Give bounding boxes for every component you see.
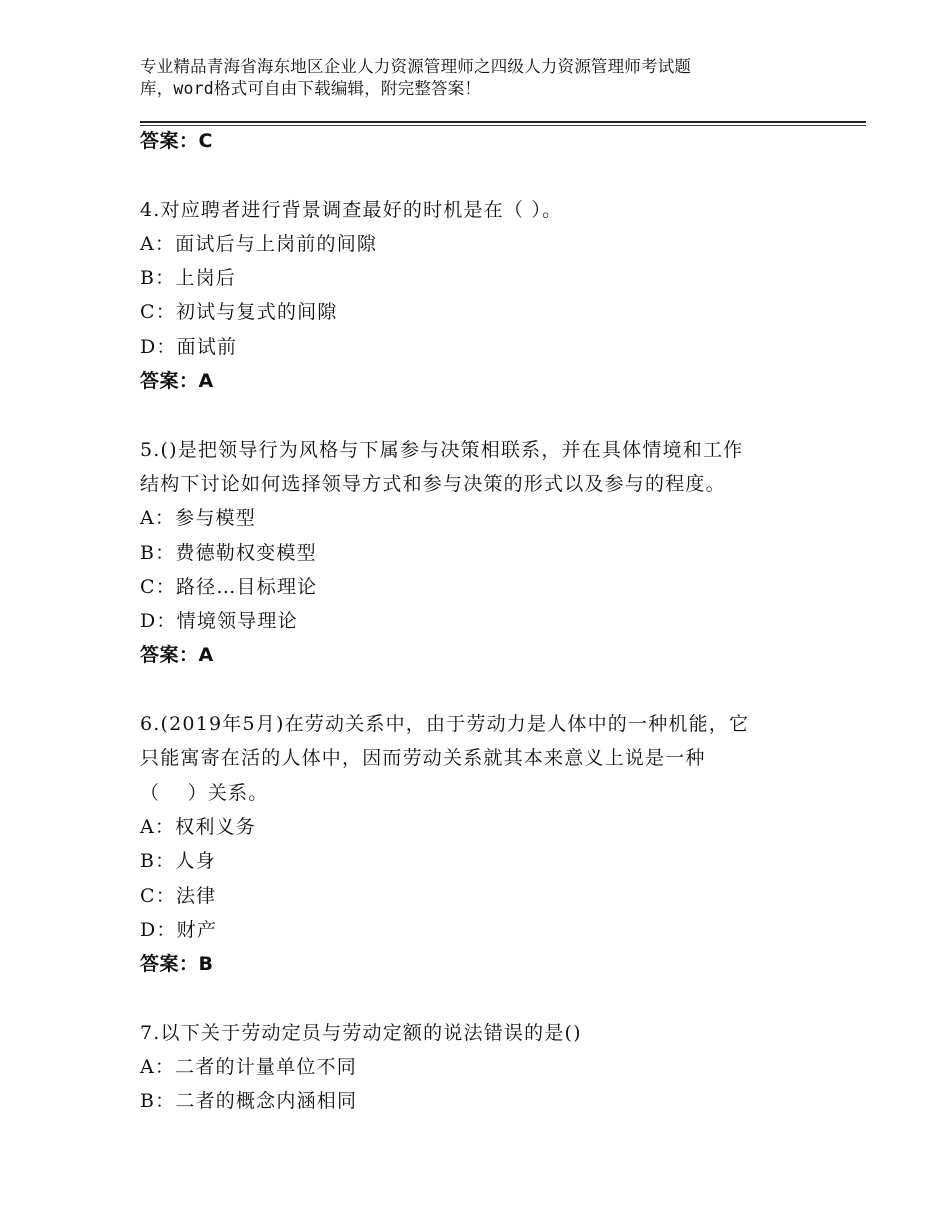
option-c: C：路径…目标理论 xyxy=(140,575,318,598)
question-6 xyxy=(140,707,840,981)
question-stem: 只能寓寄在活的人体中，因而劳动关系就其本来意义上说是一种 xyxy=(140,747,706,770)
spacer xyxy=(140,673,840,707)
option-c: C：初试与复式的间隙 xyxy=(140,301,338,324)
document-header xyxy=(140,56,840,100)
option-b: B：人身 xyxy=(140,850,216,873)
answer: 答案：A xyxy=(140,370,214,393)
question-stem: 4.对应聘者进行背景调查最好的时机是在（ ）。 xyxy=(140,198,563,221)
answer: 答案：A xyxy=(140,644,214,667)
option-d: D：财产 xyxy=(140,918,218,941)
option-a: A：面试后与上岗前的间隙 xyxy=(140,232,378,255)
question-7 xyxy=(140,1016,840,1119)
question-stem: 6.(2019年5月)在劳动关系中，由于劳动力是人体中的一种机能，它 xyxy=(140,713,750,736)
option-a: A：二者的计量单位不同 xyxy=(140,1056,357,1079)
option-a: A：权利义务 xyxy=(140,815,256,838)
question-5 xyxy=(140,433,840,673)
question-stem: 7.以下关于劳动定员与劳动定额的说法错误的是() xyxy=(140,1021,582,1044)
option-b: B：费德勒权变模型 xyxy=(140,541,317,564)
answer-q3: 答案：C xyxy=(140,130,213,152)
option-b: B：上岗后 xyxy=(140,267,236,290)
header-divider xyxy=(140,121,866,123)
question-stem: （ ）关系。 xyxy=(140,781,269,804)
option-b: B：二者的概念内涵相同 xyxy=(140,1090,358,1113)
spacer xyxy=(140,398,840,432)
question-stem: 5.()是把领导行为风格与下属参与决策相联系，并在具体情境和工作 xyxy=(140,438,744,461)
option-d: D：情境领导理论 xyxy=(140,610,298,633)
document-body xyxy=(140,124,840,1119)
header-line-1: 专业精品青海省海东地区企业人力资源管理师之四级人力资源管理师考试题 xyxy=(140,57,692,76)
answer: 答案：B xyxy=(140,953,214,976)
option-d: D：面试前 xyxy=(140,335,238,358)
spacer xyxy=(140,158,840,192)
option-c: C：法律 xyxy=(140,884,217,907)
option-a: A：参与模型 xyxy=(140,507,256,530)
spacer xyxy=(140,981,840,1015)
header-line-2: 库，word格式可自由下载编辑，附完整答案！ xyxy=(140,79,482,98)
question-4 xyxy=(140,193,840,399)
question-stem: 结构下讨论如何选择领导方式和参与决策的形式以及参与的程度。 xyxy=(140,472,726,495)
